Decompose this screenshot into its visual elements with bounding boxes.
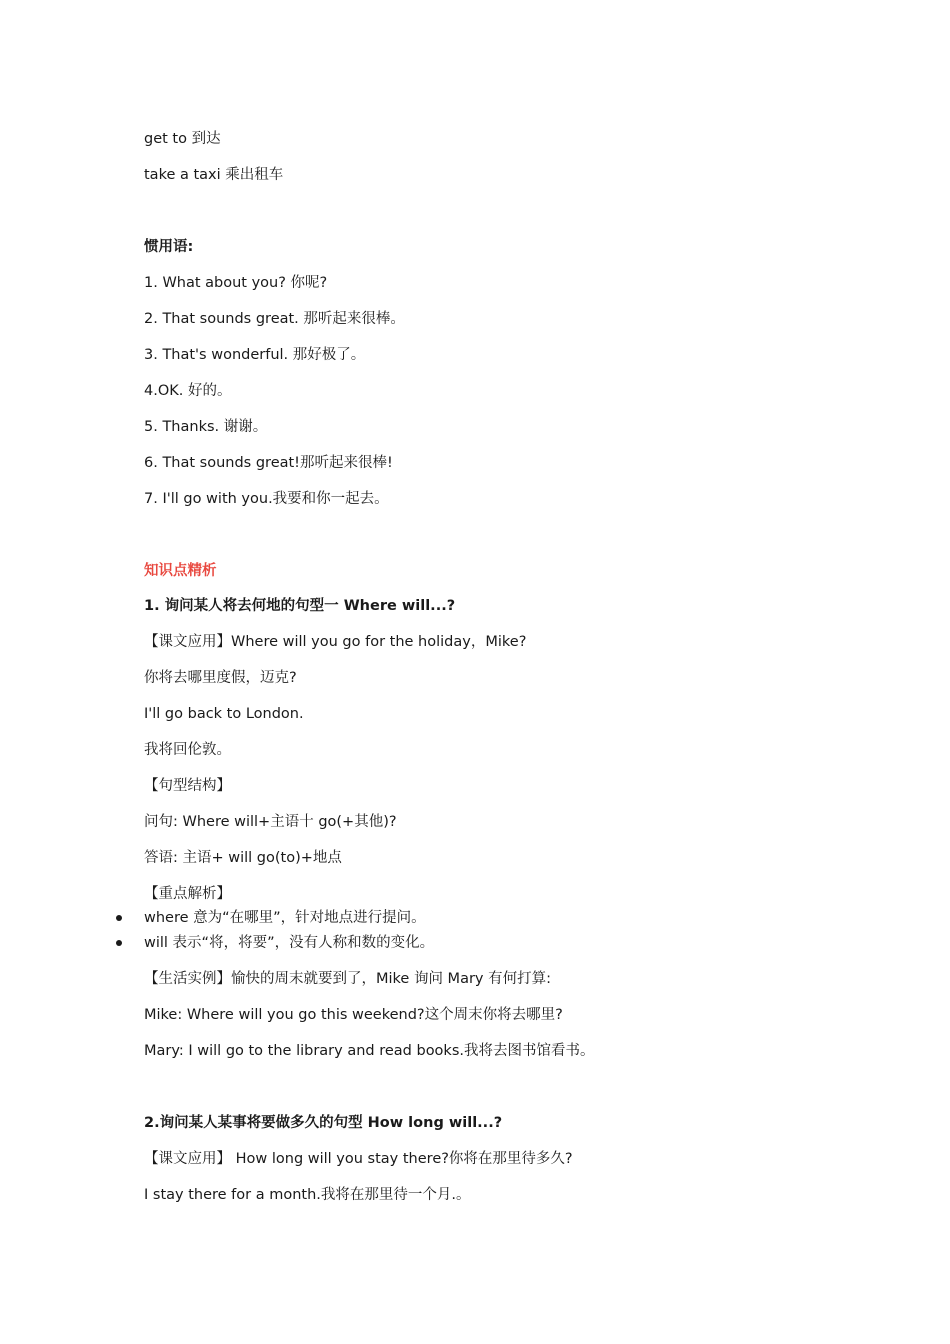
bullet-dot-icon bbox=[116, 940, 122, 946]
section-line: 你将去哪里度假，迈克? bbox=[144, 670, 297, 686]
bullet-text: will 表示“将，将要”，没有人称和数的变化。 bbox=[144, 935, 435, 951]
section-line: 我将回伦敦。 bbox=[144, 742, 231, 758]
example-line: Mary: I will go to the library and read books.我将去图书馆看书。 bbox=[144, 1043, 595, 1059]
bullet-dot-icon bbox=[116, 915, 122, 921]
idiom-item: 7. I'll go with you.我要和你一起去。 bbox=[144, 491, 389, 507]
section-line: 答语: 主语+ will go(to)+地点 bbox=[144, 850, 342, 866]
example-line: Mike: Where will you go this weekend?这个周末你将去哪里? bbox=[144, 1007, 563, 1023]
bullet-text: where 意为“在哪里”，针对地点进行提问。 bbox=[144, 910, 426, 926]
idiom-item: 5. Thanks. 谢谢。 bbox=[144, 419, 268, 435]
section-line: 【课文应用】 How long will you stay there?你将在那里待多久? bbox=[144, 1151, 573, 1167]
section-line: 问句: Where will+主语十 go(+其他)? bbox=[144, 814, 397, 830]
section-line: I'll go back to London. bbox=[144, 706, 304, 722]
idiom-item: 1. What about you? 你呢? bbox=[144, 275, 328, 291]
section-title: 2.询问某人某事将要做多久的句型 How long will...? bbox=[144, 1115, 503, 1131]
analysis-heading: 知识点精析 bbox=[144, 563, 217, 579]
vocab-line: get to 到达 bbox=[144, 131, 221, 147]
idiom-item: 6. That sounds great!那听起来很棒! bbox=[144, 455, 393, 471]
bullet-item bbox=[144, 908, 426, 928]
example-line: 【生活实例】愉快的周末就要到了，Mike 询问 Mary 有何打算: bbox=[144, 971, 551, 987]
idiom-item: 4.OK. 好的。 bbox=[144, 383, 232, 399]
bullet-item bbox=[144, 933, 434, 953]
section-line: I stay there for a month.我将在那里待一个月.。 bbox=[144, 1187, 471, 1203]
section-line: 【课文应用】Where will you go for the holiday，Mike? bbox=[144, 634, 527, 650]
idiom-item: 3. That's wonderful. 那好极了。 bbox=[144, 347, 366, 363]
section-title: 1. 询问某人将去何地的句型一 Where will...? bbox=[144, 598, 456, 614]
section-line: 【句型结构】 bbox=[144, 778, 231, 794]
vocab-line: take a taxi 乘出租车 bbox=[144, 167, 284, 183]
idiom-item: 2. That sounds great. 那听起来很棒。 bbox=[144, 311, 405, 327]
section-line: 【重点解析】 bbox=[144, 886, 231, 902]
idioms-heading: 惯用语: bbox=[144, 239, 194, 255]
